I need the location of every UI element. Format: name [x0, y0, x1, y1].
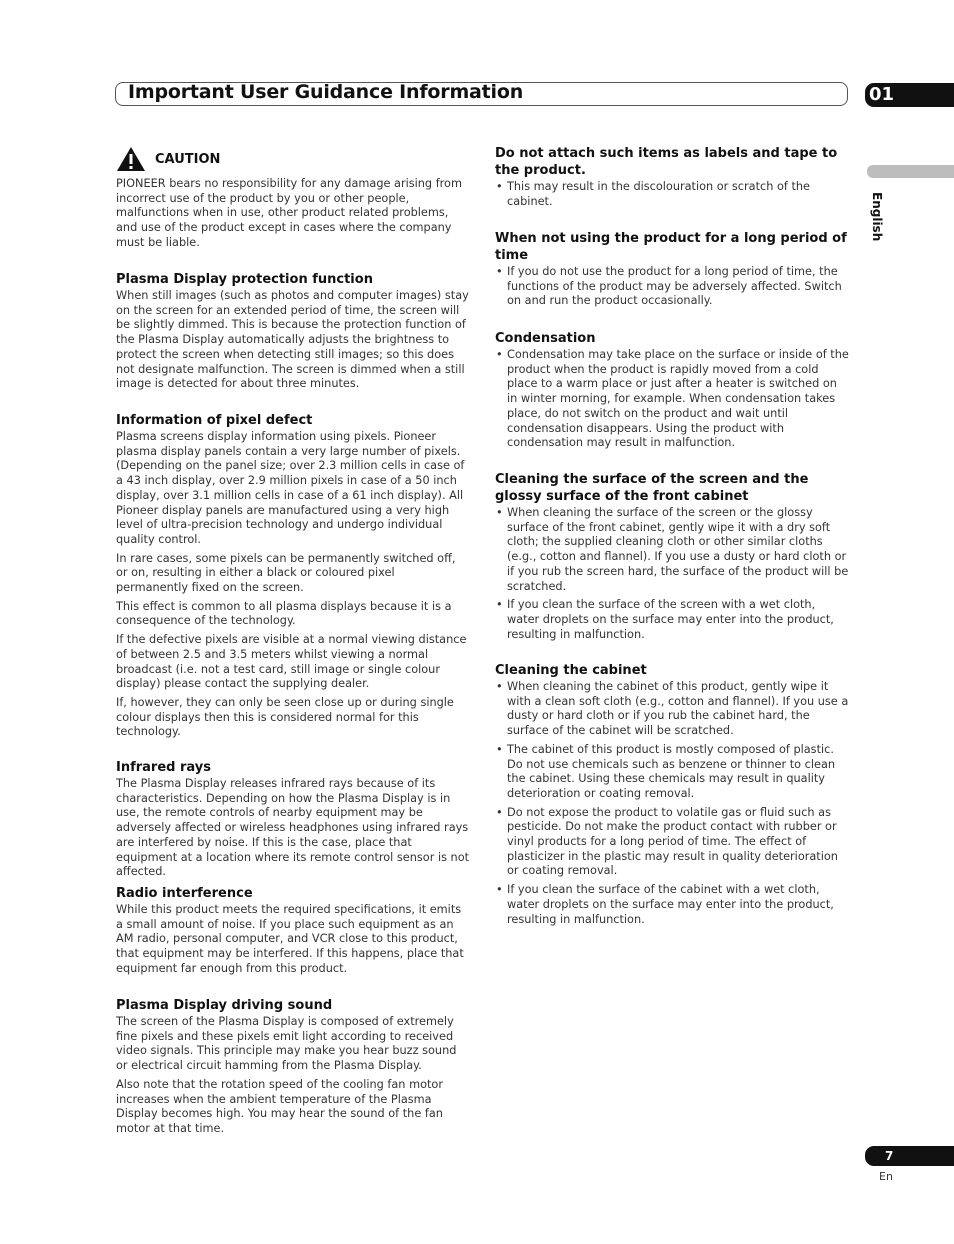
bullet-item: • Do not expose the product to volatile gas or fluid such as pesticide. Do not make the product contact with rubber or vinyl products for a long period of time. The effect of plasticizer in the plastic may result in quality deterioration or coating removal. [495, 806, 849, 880]
section-heading: When not using the product for a long period of time [495, 231, 847, 263]
page-title: Important User Guidance Information [128, 81, 524, 103]
bullet-item: • The cabinet of this product is mostly composed of plastic. Do not use chemicals such as benzene or thinner to clean the cabinet. Using these chemicals may result in quality deterioration or coating removal. [495, 743, 849, 802]
paragraph: If, however, they can only be seen close up or during single colour displays then this is considered normal for this technology. [116, 695, 454, 739]
section-heading: Cleaning the cabinet [495, 663, 647, 678]
cleaning-screen-section [495, 471, 849, 646]
bullet-item: • If you clean the surface of the screen with a wet cloth, water droplets on the surface may enter into the product, resulting in malfunction. [495, 598, 849, 642]
chapter-number-tab: 01 [865, 83, 954, 107]
language-label: English [870, 192, 884, 242]
bullet-item: • When cleaning the surface of the screen or the glossy surface of the front cabinet, gently wipe it with a dry soft cloth; the supplied cleaning cloth or other similar cloths (e.g., cotton and flannel). If you use a dusty or hard cloth or if you rub the screen hard, the surface of the product will be scratched. [495, 506, 849, 594]
paragraph: The screen of the Plasma Display is composed of extremely fine pixels and these pixels emit light according to received video signals. This principle may make you hear buzz sound or electrical circuit hamming from the Plasma Display. [116, 1015, 457, 1073]
language-tab-bar [867, 165, 954, 178]
cleaning-cabinet-section [495, 662, 849, 931]
driving-sound-section [116, 997, 470, 1141]
paragraph: While this product meets the required specifications, it emits a small amount of noise. If you place such equipment as an AM radio, personal computer, and VCR close to this product, that equipment may be interfered. If this happens, place that equipment far enough from this product. [116, 903, 464, 975]
infrared-section [116, 759, 470, 884]
paragraph: When still images (such as photos and computer images) stay on the screen for an extended period of time, the screen will be slightly dimmed. This is because the protection function of the Plasma Display automatically adjusts the brightness to protect the screen when detecting still images; so this does not designate malfunction. The screen is dimmed when a still image is detected for about three minutes. [116, 289, 469, 391]
bullet-item: • If you clean the surface of the cabinet with a wet cloth, water droplets on the surface may enter into the product, resulting in malfunction. [495, 883, 849, 927]
paragraph: Also note that the rotation speed of the cooling fan motor increases when the ambient temperature of the Plasma Display becomes high. You may hear the sound of the fan motor at that time. [116, 1077, 443, 1135]
pixel-defect-section [116, 412, 470, 744]
section-heading: Do not attach such items as labels and tape to the product. [495, 146, 838, 178]
page-language-code: En [879, 1170, 893, 1183]
bullet-item: • This may result in the discolouration or scratch of the cabinet. [495, 180, 849, 209]
paragraph: This effect is common to all plasma displays because it is a consequence of the technology. [116, 599, 452, 628]
section-heading: Cleaning the surface of the screen and the glossy surface of the front cabinet [495, 472, 809, 504]
long-period-section [495, 230, 849, 313]
bullet-item: • If you do not use the product for a long period of time, the functions of the product may be adversely affected. Switch on and run the product occasionally. [495, 265, 849, 309]
radio-interference-section [116, 885, 470, 981]
bullet-item: • Condensation may take place on the surface or inside of the product when the product is rapidly moved from a cold place to a warm place or just after a heater is switched on in winter morning, for example. When condensation takes place, do not switch on the product and wait until condensation disappears. Using the product with condensation may result in malfunction. [495, 348, 849, 451]
protection-section [116, 271, 470, 396]
section-heading: Plasma Display driving sound [116, 998, 333, 1013]
paragraph: In rare cases, some pixels can be permanently switched off, or on, resulting in either a black or coloured pixel permanently fixed on the screen. [116, 551, 456, 595]
section-heading: Condensation [495, 331, 596, 346]
section-heading: Information of pixel defect [116, 413, 313, 428]
caution-section [116, 177, 470, 255]
warning-triangle-icon [116, 146, 146, 172]
caution-text: PIONEER bears no responsibility for any damage arising from incorrect use of the product by you or other people, malfunctions when in use, other product related problems, and use of the product except in cases where the company must be liable. [116, 177, 462, 249]
section-heading: Infrared rays [116, 760, 211, 775]
bullet-item: • When cleaning the cabinet of this product, gently wipe it with a clean soft cloth (e.g., cotton and flannel). If you use a dusty or hard cloth or if you rub the cabinet hard, the surface of the cabinet will be scratched. [495, 680, 849, 739]
section-heading: Plasma Display protection function [116, 272, 373, 287]
section-heading: Radio interference [116, 886, 253, 901]
labels-tape-section [495, 145, 849, 213]
paragraph: The Plasma Display releases infrared rays because of its characteristics. Depending on how the Plasma Display is in use, the remote controls of nearby equipment may be adversely affected or wireless headphones using infrared rays are interfered by noise. If this is the case, place that equipment at a location where its remote control sensor is not affected. [116, 777, 470, 879]
paragraph: Plasma screens display information using pixels. Pioneer plasma display panels contain a very large number of pixels. (Depending on the panel size; over 2.3 million cells in case of a 43 inch display, over 2.9 million pixels in case of a 50 inch display, over 3.1 million cells in case of a 61 inch display). All Pioneer display panels are manufactured using a very high level of ultra-precision technology and undergo individual quality control. [116, 430, 465, 546]
caution-label: CAUTION [155, 152, 221, 167]
condensation-section [495, 330, 849, 455]
paragraph: If the defective pixels are visible at a normal viewing distance of between 2.5 and 3.5 meters whilst viewing a normal broadcast (i.e. not a test card, still image or single colour display) please contact the supplying dealer. [116, 633, 467, 691]
page-number: 7 [865, 1146, 954, 1166]
